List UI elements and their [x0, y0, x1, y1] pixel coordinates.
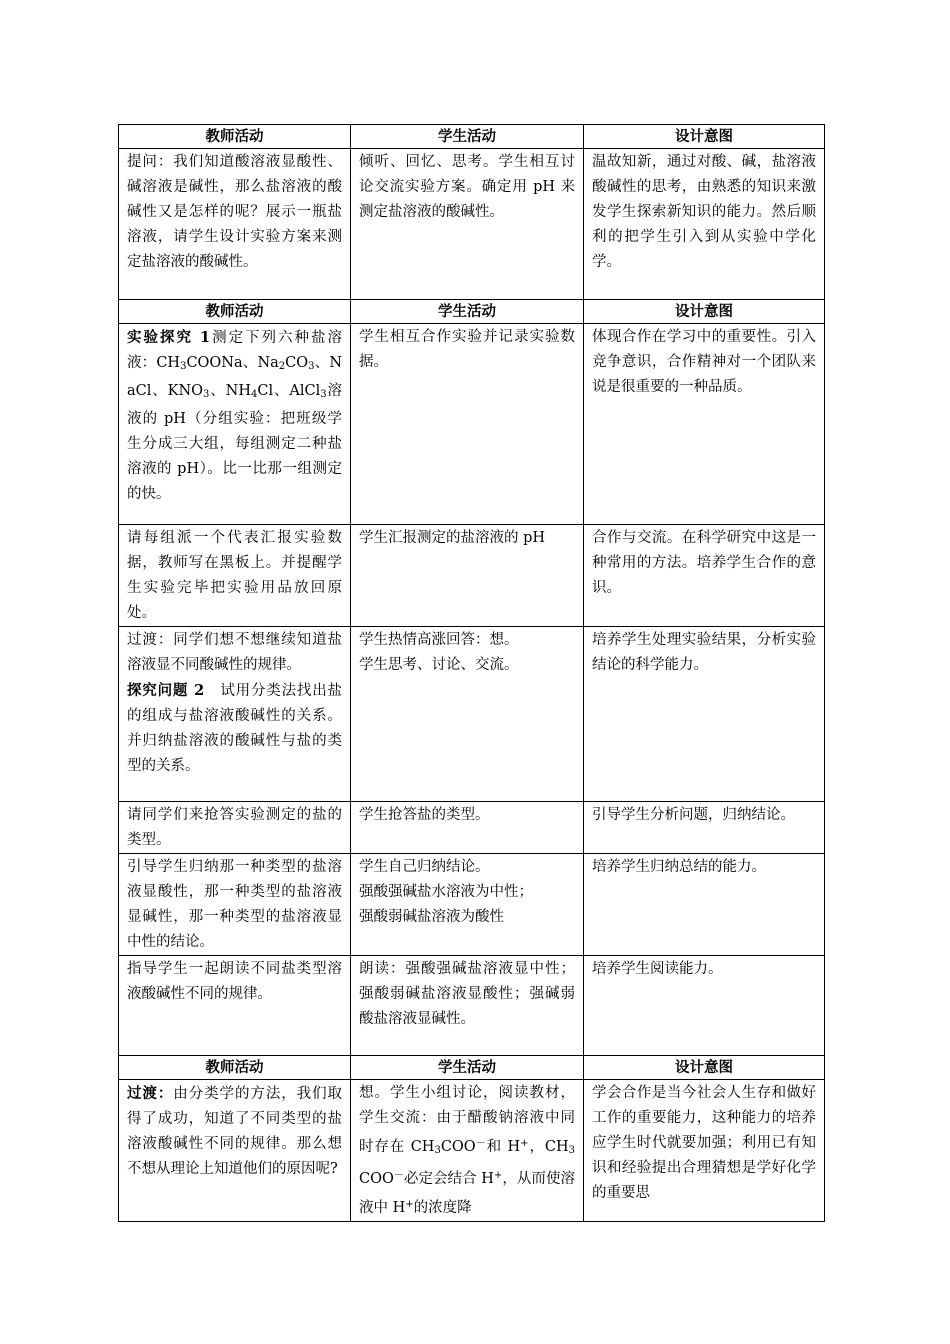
teacher-cell: 过渡：由分类学的方法，我们取得了成功，知道了不同类型的盐溶液酸碱性不同的规律。那么想不想从理论上知道他们的原因呢? [119, 1080, 351, 1222]
table-header-row [119, 1056, 825, 1080]
table-row [119, 149, 825, 300]
header-student: 学生活动 [351, 1056, 584, 1080]
student-cell: 学生汇报测定的盐溶液的 pH [351, 525, 584, 627]
table-row [119, 627, 825, 802]
intent-cell: 学会合作是当今社会人生存和做好工作的重要能力，这种能力的培养应学生时代就要加强；利用已有知识和经验提出合理猜想是学好化学的重要思 [584, 1080, 825, 1222]
teacher-cell: 实验探究 1测定下列六种盐溶液：$CH_3COONa$、$Na_2CO_3$、NaCl、$KNO_3$、$NH_4Cl$、AlCl$_3$溶液的 pH（分组实验：把班级学生分成三大组，每组测定二种盐溶液的 pH）。比一比那一组测定的快。 [119, 324, 351, 525]
table-row [119, 802, 825, 854]
intent-cell: 温故知新，通过对酸、碱，盐溶液酸碱性的思考，由熟悉的知识来激发学生探索新知识的能力。然后顺利的把学生引入到从实验中学化学。 [584, 149, 825, 300]
header-teacher: 教师活动 [119, 1056, 351, 1080]
table-row [119, 525, 825, 627]
student-cell: 学生自己归纳结论。 强酸强碱盐水溶液为中性； 强酸弱碱盐溶液为酸性 [351, 854, 584, 956]
intent-cell: 引导学生分析问题，归纳结论。 [584, 802, 825, 854]
header-intent: 设计意图 [584, 125, 825, 149]
table-row [119, 324, 825, 525]
table-row [119, 1080, 825, 1222]
student-cell: 倾听、回忆、思考。学生相互讨论交流实验方案。确定用 pH 来测定盐溶液的酸碱性。 [351, 149, 584, 300]
header-intent: 设计意图 [584, 1056, 825, 1080]
teacher-cell: 过渡：同学们想不想继续知道盐溶液显不同酸碱性的规律。 探究问题 2 试用分类法找出盐的组成与盐溶液酸碱性的关系。并归纳盐溶液的酸碱性与盐的类型的关系。 [119, 627, 351, 802]
intent-cell: 培养学生处理实验结果，分析实验结论的科学能力。 [584, 627, 825, 802]
student-cell: 学生抢答盐的类型。 [351, 802, 584, 854]
table-row [119, 956, 825, 1056]
student-cell: 学生热情高涨回答：想。 学生思考、讨论、交流。 [351, 627, 584, 802]
teacher-cell: 请同学们来抢答实验测定的盐的类型。 [119, 802, 351, 854]
transition-label: 过渡： [127, 1085, 174, 1102]
intent-cell: 合作与交流。在科学研究中这是一种常用的方法。培养学生合作的意识。 [584, 525, 825, 627]
table-row [119, 854, 825, 956]
intent-cell: 培养学生阅读能力。 [584, 956, 825, 1056]
header-teacher: 教师活动 [119, 300, 351, 324]
teacher-cell: 引导学生归纳那一种类型的盐溶液显酸性，那一种类型的盐溶液显碱性，那一种类型的盐溶液显中性的结论。 [119, 854, 351, 956]
experiment-label: 实验探究 1 [127, 329, 211, 346]
teacher-cell: 提问：我们知道酸溶液显酸性、碱溶液是碱性，那么盐溶液的酸碱性又是怎样的呢？展示一瓶盐溶液，请学生设计实验方案来测定盐溶液的酸碱性。 [119, 149, 351, 300]
teacher-cell: 请每组派一个代表汇报实验数据，教师写在黑板上。并提醒学生实验完毕把实验用品放回原处。 [119, 525, 351, 627]
question-label: 探究问题 2 [127, 682, 205, 699]
header-student: 学生活动 [351, 125, 584, 149]
teacher-cell: 指导学生一起朗读不同盐类型溶液酸碱性不同的规律。 [119, 956, 351, 1056]
student-cell: 学生相互合作实验并记录实验数据。 [351, 324, 584, 525]
lesson-plan-table [118, 124, 825, 1222]
student-cell: 想。学生小组讨论，阅读教材，学生交流：由于醋酸钠溶液中同时存在 $CH_3COO^-$和 H+，$CH_3COO^-$必定会结合 H+，从而使溶液中 H+的浓度降 [351, 1080, 584, 1222]
salt-formulas: $CH_3COONa$、$Na_2CO_3$、NaCl、$KNO_3$、$NH_4Cl$、AlCl$_3$溶液的 pH [127, 355, 343, 427]
intent-cell: 体现合作在学习中的重要性。引入竞争意识，合作精神对一个团队来说是很重要的一种品质。 [584, 324, 825, 525]
header-intent: 设计意图 [584, 300, 825, 324]
table-header-row [119, 125, 825, 149]
intent-cell: 培养学生归纳总结的能力。 [584, 854, 825, 956]
table-header-row [119, 300, 825, 324]
header-teacher: 教师活动 [119, 125, 351, 149]
header-student: 学生活动 [351, 300, 584, 324]
student-cell: 朗读：强酸强碱盐溶液显中性；强酸弱碱盐溶液显酸性；强碱弱酸盐溶液显碱性。 [351, 956, 584, 1056]
